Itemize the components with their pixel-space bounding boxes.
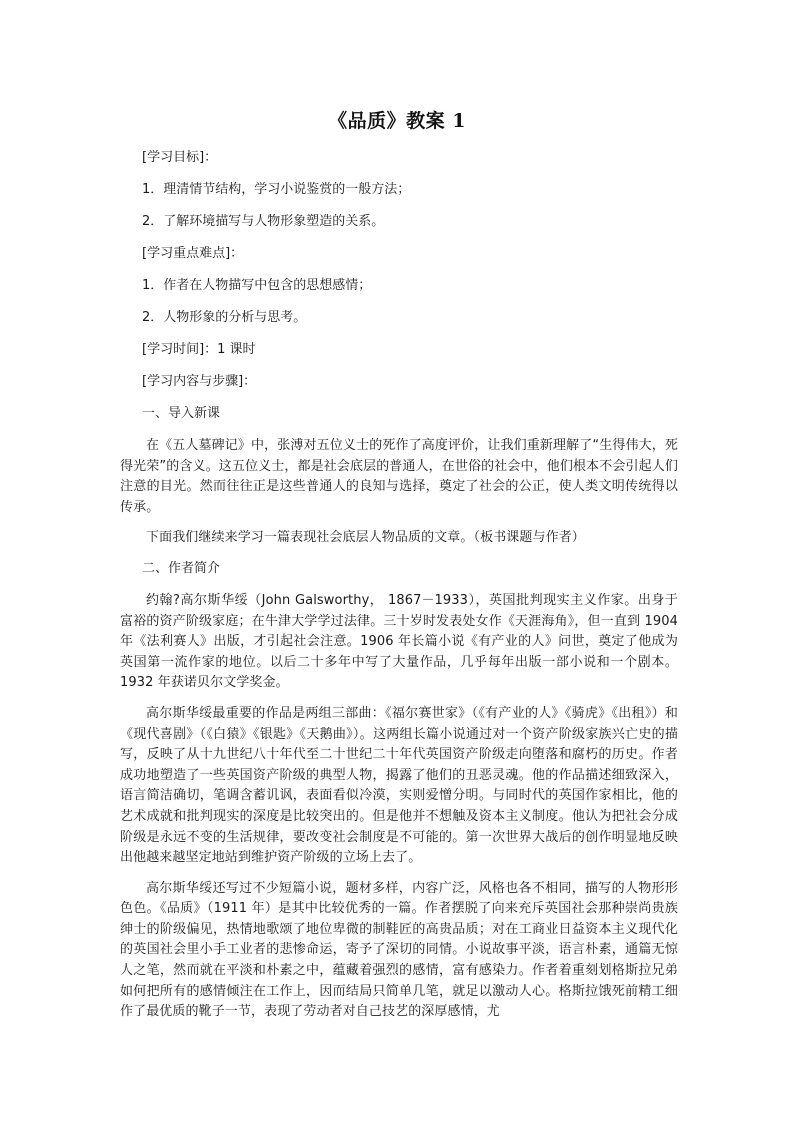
section-heading-intro: 一、导入新课 <box>142 406 221 421</box>
document-body <box>120 148 678 1033</box>
goal-item-2: 2．了解环境描写与人物形象塑造的关系。 <box>142 214 385 229</box>
goals-header: [学习目标]： <box>142 150 218 165</box>
author-paragraph-2: 高尔斯华绥最重要的作品是两组三部曲：《福尔赛世家》（《有产业的人》《骑虎》《出租》）和《现代喜剧》（《白猿》《银匙》《天鹅曲》）。这两组长篇小说通过对一个资产阶级家族兴亡史的描写，反映了从十九世纪八十年代至二十世纪二十年代英国资产阶级走向堕落和腐朽的历史。作者成功地塑造了一些英国资产阶级的典型人物，揭露了他们的丑恶灵魂。他的作品描述细致深入，语言简洁确切，笔调含蓄讥讽，表面看似冷漠，实则爱憎分明。与同时代的英国作家相比，他的艺术成就和批判现实的深度是比较突出的。但是他并不想触及资本主义制度。他认为把社会分成阶级是永远不变的生活规律，要改变社会制度是不可能的。第一次世界大战后的创作明显地反映出他越来越坚定地站到维护资产阶级的立场上去了。 <box>120 705 678 866</box>
section-heading-author: 二、作者简介 <box>142 560 221 576</box>
intro-paragraph: 在《五人墓碑记》中，张溥对五位义士的死作了高度评价，让我们重新理解了“生得伟大，死得光荣”的含义。这五位义士，都是社会底层的普通人，在世俗的社会中，他们根本不会引起人们注意的目光。然而往往正是这些普通人的良知与选择，奠定了社会的公正，使人类文明传统得以传承。 <box>120 438 678 515</box>
focus-item-1: 1．作者在人物描写中包含的思想感情； <box>142 278 372 293</box>
author-paragraph-1: 约翰?高尔斯华绥（John Galsworthy， 1867－1933），英国批判现实主义作家。出身于富裕的资产阶级家庭；在牛津大学学过法律。三十岁时发表处女作《天涯海角》，但一直到 1904 年《法利赛人》出版，才引起社会注意。1906 年长篇小说《有产业的人》问世，奠定了他成为英国第一流作家的地位。以后二十多年中写了大量作品，几乎每年出版一部小说和一个剧本。1932 年获诺贝尔文学奖金。 <box>120 592 678 691</box>
intro-paragraph-2: 下面我们继续来学习一篇表现社会底层人物品质的文章。（板书课题与作者） <box>146 530 585 546</box>
steps-header: [学习内容与步骤]： <box>142 374 257 389</box>
author-paragraph-3: 高尔斯华绥还写过不少短篇小说，题材多样，内容广泛，风格也各不相同，描写的人物形形色色。《品质》（1911 年）是其中比较优秀的一篇。作者摆脱了向来充斥英国社会那种崇尚贵族绅士的阶级偏见，热情地歌颂了地位卑微的制鞋匠的高贵品质；对在工商业日益资本主义现代化的英国社会里小手工业者的悲惨命运，寄予了深切的同情。小说故事平淡，语言朴素，通篇无惊人之笔，然而就在平淡和朴素之中，蕴藏着强烈的感情，富有感染力。作者着重刻划格斯拉兄弟如何把所有的感情倾注在工作上，因而结局只简单几笔，就足以激动人心。格斯拉饿死前精工细作了最优质的靴子一节，表现了劳动者对自己技艺的深厚感情，尤 <box>120 880 678 1020</box>
focus-item-2: 2．人物形象的分析与思考。 <box>142 310 307 325</box>
study-time: [学习时间]：1 课时 <box>142 342 256 357</box>
focus-header: [学习重点难点]： <box>142 246 244 261</box>
goal-item-1: 1．理清情节结构，学习小说鉴赏的一般方法； <box>142 182 411 197</box>
page-title: 《品质》教案 1 <box>328 110 466 132</box>
